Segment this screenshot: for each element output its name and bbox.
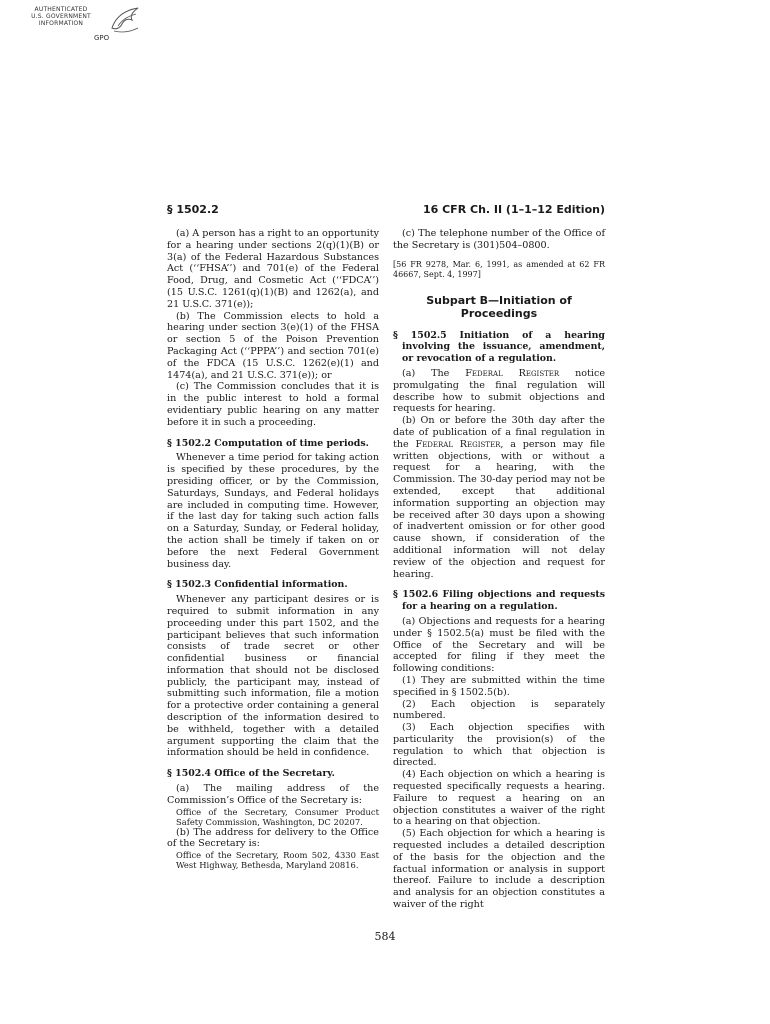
subpart-heading [393,294,605,320]
paragraph: (c) The Commission concludes that it is in the public interest to hold a formal evidentiary public hearing on any matter before it in such a proceeding. [167,381,379,428]
paragraph: (b) The Commission elects to hold a hearing under section 3(e)(1) of the FHSA or section 5 of the Poison Prevention Packaging Act (‘‘PPPA’’) and section 701(e) of the FDCA (15 U.S.C. 1262(e)(1) and 1474(a), and 21 U.S.C. 371(e)); or [167,310,379,381]
section-heading: § 1502.5 Initiation of a hearing involving the issuance, amendment, or revocation of a regulation. [393,329,605,365]
page-number: 584 [374,930,396,943]
paragraph [393,415,605,580]
paragraph: (3) Each objection specifies with particularity the provision(s) of the regulation to which that objection is directed. [393,722,605,769]
paragraph: (1) They are submitted within the time specified in § 1502.5(b). [393,674,605,698]
gpo-authentication-logo [30,6,142,44]
subpart-heading-line: Subpart B—Initiation of [426,293,572,307]
paragraph: (a) The mailing address of the Commission’s Office of the Secretary is: [167,783,379,806]
text-span: (b) On or before the 30th day after the date of publication of a final regulation in the [393,415,605,450]
citation: [56 FR 9278, Mar. 6, 1991, as amended at 62 FR 46667, Sept. 4, 1997] [393,259,605,279]
edition-header: 16 CFR Ch. II (1–1–12 Edition) [422,203,605,216]
federal-register-term: Federal Register [415,438,501,450]
gpo-logo-line: U.S. GOVERNMENT [31,13,91,20]
gpo-logo-line: INFORMATION [38,20,84,27]
paragraph: (a) Objections and requests for a hearing under § 1502.5(a) must be filed with the Office of the Secretary and will be accepted for filing if they meet the following conditions: [393,615,605,675]
address-block: Office of the Secretary, Room 502, 4330 East West Highway, Bethesda, Maryland 20816. [176,850,379,871]
paragraph: (c) The telephone number of the Office of the Secretary is (301)504–0800. [393,228,605,251]
section-heading: § 1502.2 Computation of time periods. [167,437,369,449]
text-span: (a) The [402,367,466,379]
paragraph: (2) Each objection is separately numbered. [393,698,605,722]
paragraph: (5) Each objection for which a hearing is requested includes a detailed description of the basis for the objection and the factual information or analysis in support thereof. Failure to include a description and analysis for an objection constitutes a waiver of the right [393,828,605,911]
gpo-logo-line: AUTHENTICATED [34,6,88,13]
section-heading: § 1502.4 Office of the Secretary. [167,768,335,780]
section-heading: § 1502.6 Filing objections and requests for a hearing on a regulation. [393,589,605,613]
section-heading: § 1502.3 Confidential information. [167,579,348,591]
running-head [167,203,605,219]
paragraph [393,368,605,415]
subpart-heading-line: Proceedings [460,306,538,320]
left-column [167,228,379,870]
federal-register-term: Federal Register [465,367,560,379]
gpo-mark: GPO [94,34,110,42]
paragraph: Whenever a time period for taking action is specified by these procedures, by the presiding officer, or by the Commission, Saturdays, Sundays, and Federal holidays are included in computing time. However, if the last day for taking such action falls on a Saturday, Sunday, or Federal holiday, the action shall be timely if taken on or before the next Federal Government business day. [167,452,379,570]
gpo-logo-text [30,6,92,27]
text-span: notice promulgating the final regulation will describe how to submit objections and requests for hearing. [393,367,605,415]
eagle-icon [108,6,142,36]
paragraph: (a) A person has a right to an opportunity for a hearing under sections 2(q)(1)(B) or 3(a) of the Federal Hazardous Substances Act (‘‘FHSA’’) and 701(e) of the Federal Food, Drug, and Cosmetic Act (‘‘FDCA’’) (15 U.S.C. 1261(q)(1)(B) and 1262(a), and 21 U.S.C. 371(e)); [167,228,379,310]
paragraph: (b) The address for delivery to the Office of the Secretary is: [167,826,379,850]
section-header: § 1502.2 [167,203,219,216]
right-column [393,228,605,911]
address-block: Office of the Secretary, Consumer Product Safety Commission, Washington, DC 20207. [176,806,379,827]
paragraph: (4) Each objection on which a hearing is requested specifically requests a hearing. Failure to request a hearing on an objection constitutes a waiver of the right to a hearing on that objection. [393,769,605,828]
paragraph: Whenever any participant desires or is required to submit information in any proceeding under this part 1502, and the participant believes that such information consists of trade secret or other confidential business or financial information that should not be disclosed publicly, the participant may, instead of submitting such information, file a motion for a protective order containing a general description of the information desired to be withheld, together with a detailed argument supporting the claim that the information should be held in confidence. [167,594,379,759]
text-span: , a person may file written objections, with or without a request for a hearing, with the Commission. The 30-day period may not be extended, except that additional information supporting an objection may be received after 30 days upon a showing of inadvertent omission or for other good cause shown, if consideration of the additional information will not delay review of the objection and request for hearing. [393,438,605,580]
